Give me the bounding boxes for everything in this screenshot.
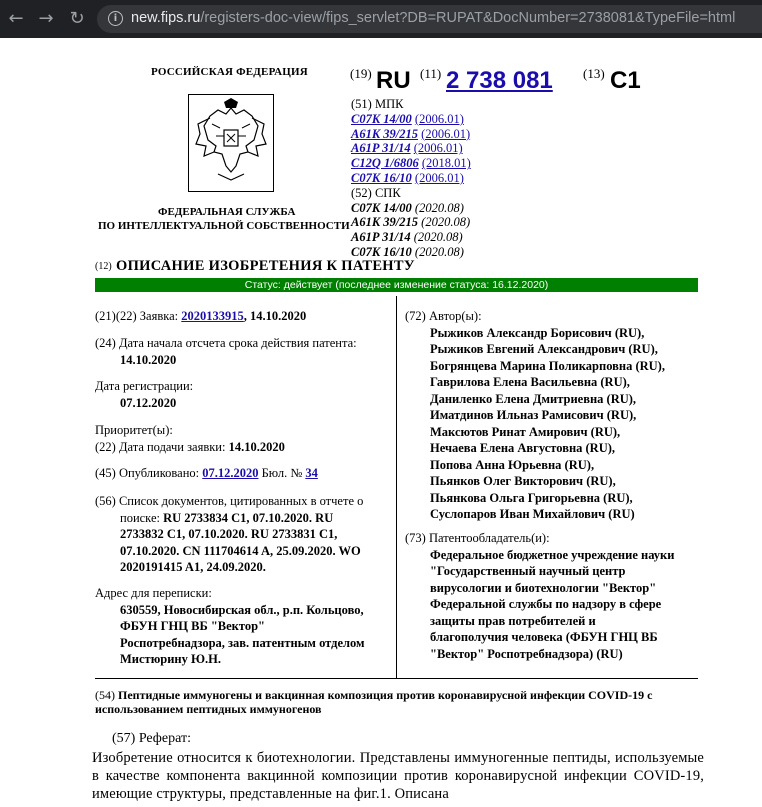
cited-label-cont: поиске:	[120, 510, 164, 525]
cited-block	[95, 493, 363, 576]
country-name: РОССИЙСКАЯ ФЕДЕРАЦИЯ	[151, 66, 308, 78]
ipc-label: (51) МПК	[351, 97, 404, 111]
ipc-version: (2006.01)	[414, 170, 464, 185]
agency-line-1: ФЕДЕРАЛЬНАЯ СЛУЖБА	[158, 206, 296, 218]
url-host: new.fips.ru	[131, 10, 201, 26]
filing-date: 14.10.2020	[228, 439, 285, 454]
url-text[interactable]	[131, 10, 735, 26]
cpc-version: (2020.08)	[413, 230, 463, 245]
cpc-version: (2020.08)	[414, 244, 464, 259]
authors-block	[405, 308, 665, 523]
status-bar: Статус: действует (последнее изменение статуса: 16.12.2020)	[95, 278, 698, 292]
cited-text: RU 2733834 C1, 07.10.2020. RU	[163, 510, 334, 525]
browser-toolbar	[0, 0, 762, 38]
cpc-code: C07K 16/10	[351, 244, 412, 259]
bulletin-number-link[interactable]: 34	[305, 466, 318, 480]
back-arrow-icon[interactable]: ←	[8, 8, 24, 29]
kind-code: C1	[610, 67, 641, 94]
author-name: Пьянков Олег Викторович (RU),	[430, 474, 616, 488]
term-start-date: 14.10.2020	[120, 352, 177, 367]
author-name: Нечаева Елена Августовна (RU),	[430, 441, 616, 455]
coat-of-arms-emblem	[188, 94, 274, 192]
owner-line: "Вектор" Роспотребнадзора) (RU)	[430, 646, 623, 661]
published-row	[95, 465, 318, 482]
author-name: Пьянкова Ольга Григорьевна (RU),	[430, 490, 633, 505]
invention-title-text: Пептидные иммуногены и вакцинная композиция против коронавирусной инфекции COVID-19 с использованием пептидных иммуногенов	[95, 688, 653, 716]
inid-code-54: (54)	[95, 688, 118, 702]
abstract-label: (57) Реферат:	[112, 731, 191, 746]
ipc-code-link[interactable]: C07K 14/00	[351, 111, 412, 126]
ipc-block	[351, 97, 471, 260]
cpc-row	[351, 215, 471, 230]
author-name: Богрянцева Марина Поликарповна (RU),	[430, 358, 665, 373]
author-name: Максютов Ринат Амирович (RU),	[430, 424, 621, 439]
author-name: Иматдинов Ильназ Рамисович (RU),	[430, 408, 637, 422]
cpc-row	[351, 230, 471, 245]
address-line: 630559, Новосибирская обл., р.п. Кольцово,	[120, 602, 364, 617]
owner-line: благополучия человека (ФБУН ГНЦ ВБ	[430, 630, 658, 644]
term-start-block	[95, 335, 357, 368]
ipc-row	[351, 171, 471, 186]
agency-line-2: ПО ИНТЕЛЛЕКТУАЛЬНОЙ СОБСТВЕННОСТИ	[98, 220, 350, 232]
country-code: RU	[376, 67, 411, 94]
reload-icon[interactable]: ↻	[69, 8, 85, 29]
cpc-code: C07K 14/00	[351, 200, 412, 215]
owner-line: Федеральное бюджетное учреждение науки	[430, 547, 675, 562]
invention-title	[95, 688, 698, 716]
author-name: Даниленко Елена Дмитриевна (RU),	[430, 391, 637, 406]
inid-code-13: (13)	[583, 66, 605, 81]
owner-label: (73) Патентообладатель(и):	[405, 531, 550, 545]
author-name: Суслопаров Иван Михайлович (RU)	[430, 507, 635, 521]
patent-document	[0, 38, 762, 807]
cpc-label: (52) СПК	[351, 185, 401, 200]
address-label: Адрес для переписки:	[95, 586, 212, 600]
owner-line: "Государственный научный центр	[430, 564, 626, 578]
inid-code-11: (11)	[420, 66, 442, 81]
author-name: Рыжиков Александр Борисович (RU),	[430, 325, 645, 340]
registration-block	[95, 378, 193, 411]
ipc-code-link[interactable]: C07K 16/10	[351, 170, 412, 185]
bulletin-label: Бюл. №	[258, 466, 306, 480]
left-column	[95, 308, 306, 325]
authors-label: (72) Автор(ы):	[405, 309, 482, 323]
author-name: Гаврилова Елена Васильевна (RU),	[430, 375, 630, 389]
owner-line: Федеральной службы по надзору в сфере	[430, 597, 662, 611]
ipc-code-link[interactable]: A61P 31/14	[351, 141, 411, 156]
cpc-version: (2020.08)	[421, 215, 471, 230]
ipc-code-link[interactable]: A61K 39/215	[351, 126, 419, 141]
ipc-row	[351, 112, 471, 127]
term-start-label: (24) Дата начала отсчета срока действия патента:	[95, 336, 357, 350]
forward-arrow-icon[interactable]: →	[38, 8, 54, 29]
cited-line: 07.10.2020. CN 111704614 A, 25.09.2020. WO	[120, 543, 361, 558]
cpc-code: A61P 31/14	[351, 230, 411, 245]
ipc-version: (2006.01)	[413, 141, 463, 156]
published-date-link[interactable]: 07.12.2020	[202, 466, 259, 480]
cpc-code: A61K 39/215	[351, 215, 419, 230]
address-line: Роспотребнадзора, зав. патентным отделом	[120, 635, 365, 650]
application-row	[95, 308, 306, 325]
priority-label: Приоритет(ы):	[95, 423, 173, 437]
owner-line: вирусологии и биотехнологии "Вектор"	[430, 580, 657, 595]
filing-label: (22) Дата подачи заявки:	[95, 439, 229, 454]
url-path: /registers-doc-view/fips_servlet?DB=RUPAT&DocNumber=2738081&TypeFile=html	[200, 10, 736, 26]
ipc-version: (2018.01)	[421, 156, 471, 171]
cpc-block	[351, 186, 471, 260]
ipc-row	[351, 127, 471, 142]
address-bar[interactable]	[97, 5, 762, 33]
cpc-row	[351, 201, 471, 216]
cited-label: (56) Список документов, цитированных в отчете о	[95, 494, 364, 508]
section-divider	[95, 678, 698, 679]
info-icon[interactable]: i	[108, 11, 123, 26]
inid-code-12: (12)	[95, 261, 112, 272]
registration-label: Дата регистрации:	[95, 379, 194, 393]
abstract-text: Изобретение относится к биотехнологии. Представлены иммуногенные пептиды, используемые в качестве компонента вакцинной композиции против коронавирусной инфекции COVID-19, имеющие структуры, представленные на фиг.1. Описана	[92, 750, 704, 802]
cited-line	[95, 510, 363, 527]
cited-line: 2733832 C1, 07.10.2020. RU 2733831 C1,	[120, 527, 338, 541]
ipc-version: (2006.01)	[414, 111, 464, 126]
cited-line: 2020191415 A1, 24.09.2020.	[120, 560, 266, 574]
ipc-row	[351, 156, 471, 171]
application-number-link[interactable]: 2020133915	[181, 309, 244, 323]
registration-date: 07.12.2020	[120, 395, 177, 410]
address-line: ФБУН ГНЦ ВБ "Вектор"	[120, 619, 265, 633]
ipc-code-link[interactable]: C12Q 1/6806	[351, 156, 419, 171]
ipc-row	[351, 141, 471, 156]
priority-block	[95, 422, 285, 455]
application-label: (21)(22) Заявка:	[95, 309, 182, 323]
author-name: Попова Анна Юрьевна (RU),	[430, 457, 595, 472]
filing-row	[95, 439, 285, 456]
author-name: Рыжиков Евгений Александрович (RU),	[430, 342, 658, 356]
application-date: , 14.10.2020	[243, 309, 307, 323]
patent-number-link[interactable]: 2 738 081	[446, 67, 553, 94]
owner-line: защиты прав потребителей и	[430, 613, 596, 628]
document-title: ОПИСАНИЕ ИЗОБРЕТЕНИЯ К ПАТЕНТУ	[116, 258, 415, 274]
address-line: Мистюрину Ю.Н.	[120, 652, 222, 666]
cpc-version: (2020.08)	[414, 200, 464, 215]
ipc-version: (2006.01)	[421, 126, 471, 141]
published-label: (45) Опубликовано:	[95, 466, 203, 480]
column-divider	[396, 296, 397, 678]
address-block	[95, 585, 365, 668]
owner-block	[405, 530, 674, 662]
inid-code-19: (19)	[350, 66, 372, 81]
